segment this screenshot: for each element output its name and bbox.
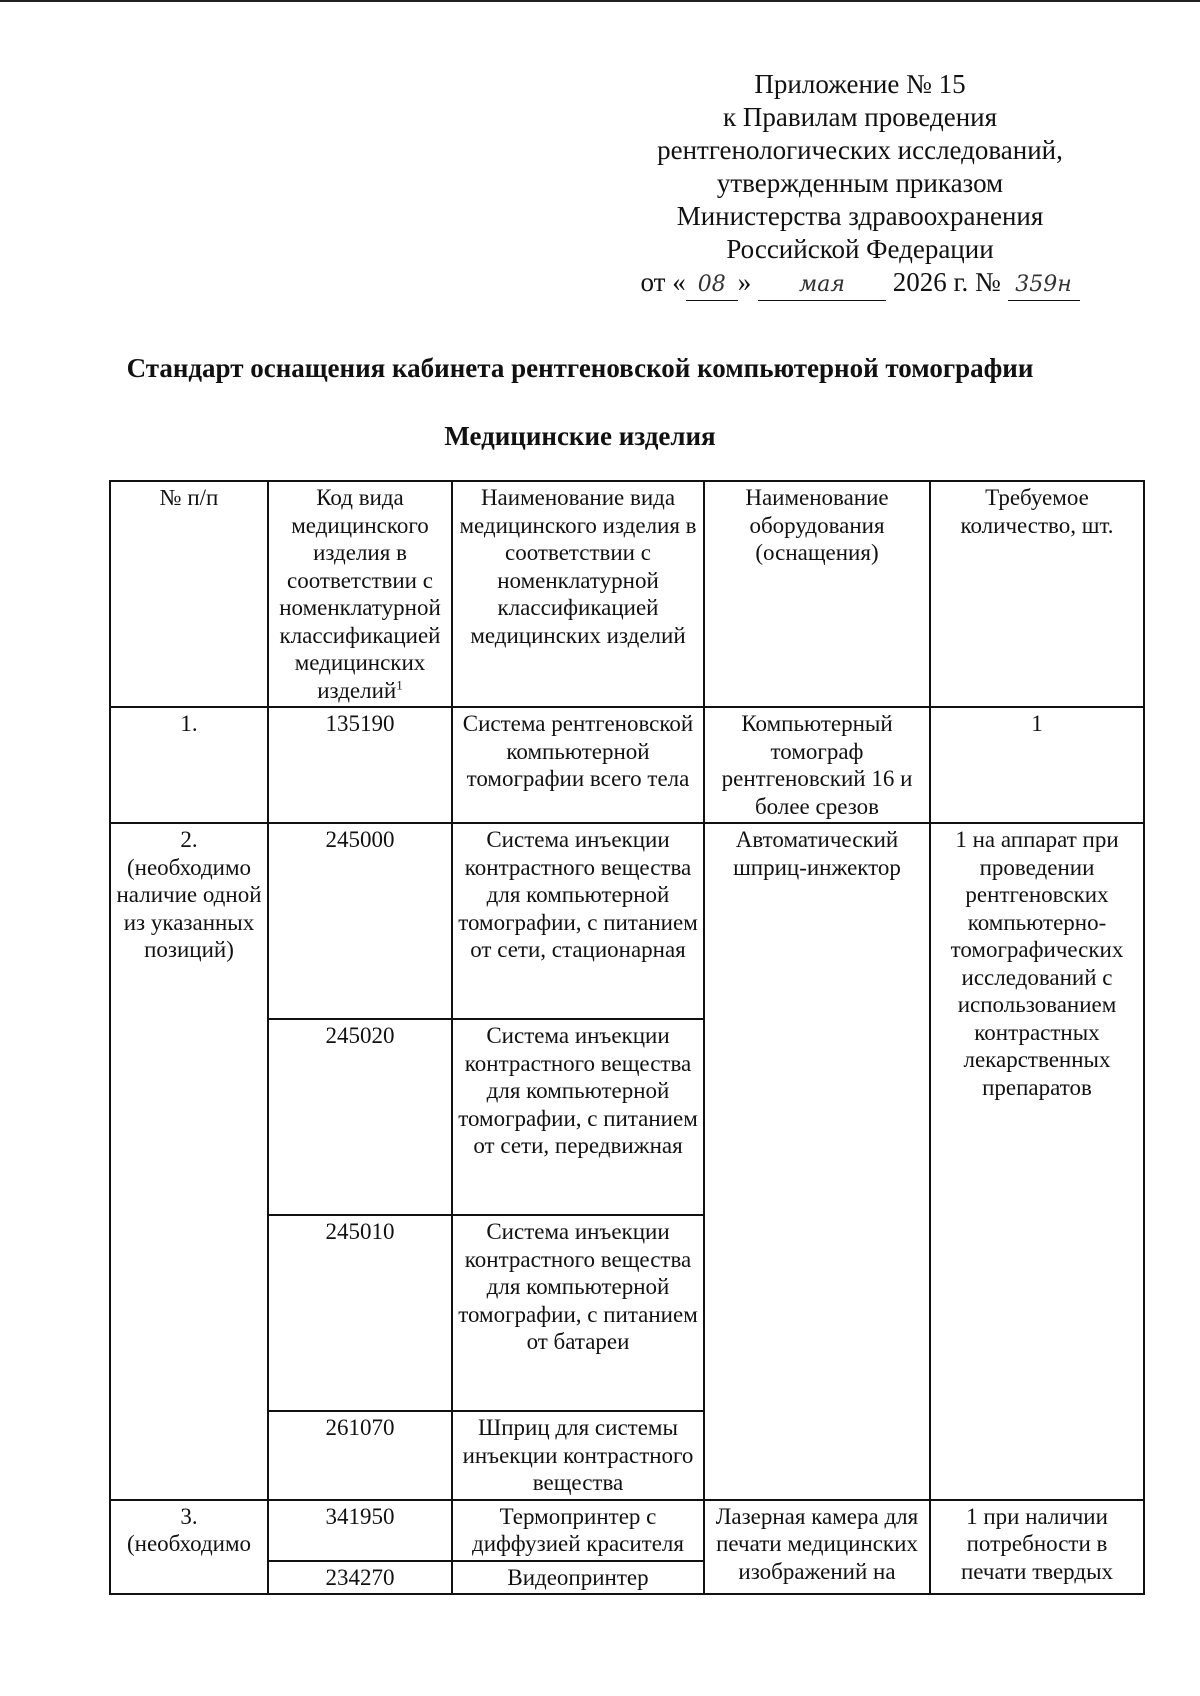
equipment-table bbox=[109, 480, 1145, 1595]
row2-name: Система инъекции контрастного вещества для компьютерной томографии, с питанием от батареи bbox=[452, 1215, 704, 1411]
row3-code: 341950 bbox=[268, 1500, 452, 1561]
row2-num-note: (необходимо наличие одной из указанных позиций) bbox=[116, 854, 262, 962]
row3-num-note: (необходимо bbox=[126, 1531, 252, 1556]
row3-code: 234270 bbox=[268, 1561, 452, 1595]
order-line bbox=[630, 266, 1090, 301]
order-month: мая bbox=[758, 272, 886, 301]
header-name: Наименование вида медицинского изделия в соответствии с номенклатурной классификацией медицинских изделий bbox=[452, 481, 704, 707]
row3-qty: 1 при наличии потребности в печати твердых bbox=[930, 1500, 1144, 1595]
header-qty: Требуемое количество, шт. bbox=[930, 481, 1144, 707]
order-year: 2026 г. № bbox=[892, 267, 1001, 297]
document-title: Стандарт оснащения кабинета рентгеновской компьютерной томографии bbox=[126, 353, 1034, 383]
row2-code: 261070 bbox=[268, 1411, 452, 1500]
header-code bbox=[268, 481, 452, 707]
row3-equipment: Лазерная камера для печати медицинских изображений на bbox=[704, 1500, 930, 1595]
table-row bbox=[110, 1500, 1144, 1561]
row2-code: 245000 bbox=[268, 823, 452, 1019]
header-code-text: Код вида медицинского изделия в соответствии с номенклатурной классификацией медицинских изделий bbox=[279, 485, 441, 703]
appendix-line: Министерства здравоохранения bbox=[676, 201, 1044, 231]
section-subtitle: Медицинские изделия bbox=[444, 421, 716, 451]
appendix-number: Приложение № 15 bbox=[754, 69, 966, 99]
row2-name: Система инъекции контрастного вещества для компьютерной томографии, с питанием от сети, стационарная bbox=[452, 823, 704, 1019]
row2-num-value: 2. bbox=[180, 827, 198, 852]
row2-equipment: Автоматический шприц-инжектор bbox=[704, 823, 930, 1500]
appendix-line: Российской Федерации bbox=[726, 234, 994, 264]
row2-name: Система инъекции контрастного вещества для компьютерной томографии, с питанием от сети, передвижная bbox=[452, 1019, 704, 1215]
footnote-marker: 1 bbox=[396, 676, 403, 692]
table-row bbox=[110, 823, 1144, 1019]
row1-qty: 1 bbox=[930, 707, 1144, 823]
order-mid: » bbox=[737, 267, 752, 297]
row3-num bbox=[110, 1500, 268, 1595]
table-row bbox=[110, 707, 1144, 823]
order-prefix: от « bbox=[640, 267, 686, 297]
order-number: 359н bbox=[1008, 272, 1080, 301]
table-header-row bbox=[110, 481, 1144, 707]
header-equipment: Наименование оборудования (оснащения) bbox=[704, 481, 930, 707]
appendix-header bbox=[630, 68, 1090, 301]
appendix-line: утвержденным приказом bbox=[716, 168, 1004, 198]
row1-name: Система рентгеновской компьютерной томографии всего тела bbox=[452, 707, 704, 823]
row3-name: Термопринтер с диффузией красителя bbox=[452, 1500, 704, 1561]
row1-code: 135190 bbox=[268, 707, 452, 823]
row3-name: Видеопринтер bbox=[452, 1561, 704, 1595]
row2-qty: 1 на аппарат при проведении рентгеновских компьютерно-томографических исследований с использованием контрастных лекарственных препаратов bbox=[930, 823, 1144, 1500]
appendix-line: к Правилам проведения bbox=[722, 102, 998, 132]
row2-name: Шприц для системы инъекции контрастного вещества bbox=[452, 1411, 704, 1500]
row2-code: 245020 bbox=[268, 1019, 452, 1215]
row1-num: 1. bbox=[110, 707, 268, 823]
header-num: № п/п bbox=[110, 481, 268, 707]
order-day: 08 bbox=[686, 272, 738, 301]
row2-code: 245010 bbox=[268, 1215, 452, 1411]
row2-num bbox=[110, 823, 268, 1500]
appendix-line: рентгенологических исследований, bbox=[657, 135, 1063, 165]
page-top-edge bbox=[0, 0, 1200, 2]
row3-num-value: 3. bbox=[180, 1503, 198, 1529]
row1-equipment: Компьютерный томограф рентгеновский 16 и более срезов bbox=[704, 707, 930, 823]
